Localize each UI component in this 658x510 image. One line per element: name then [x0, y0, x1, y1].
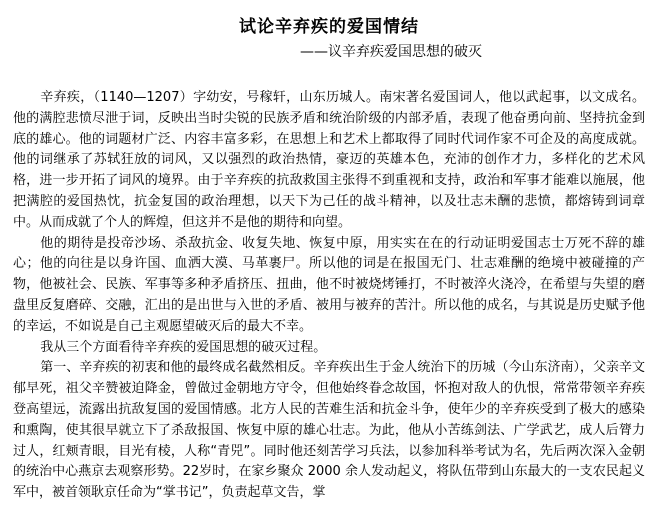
page-title: 试论辛弃疾的爱国情结 — [239, 17, 419, 37]
paragraph-3: 我从三个方面看待辛弃疾的爱国思想的破灭过程。 — [40, 339, 327, 355]
paragraph-2: 他的期待是投帝沙场、杀敌抗金、收复失地、恢复中原，用实实在在的行动证明爱国志士万死不辞的雄心；他的向往是以身许国、血洒大漠、马革裹尸。所以他的词是在报国无门、壮志难酬的绝境中被碰撞的产物，他被社会、民族、军事等多种矛盾挤压、扭曲，他不时被烧烤锤打，不时被淬火浇冷，在希望与失望的磨盘里反复磨碎、交融，汇出的是出世与入世的矛盾、被用与被弃的苦汁。所以他的成名，与其说是历史赋予他的幸运，不如说是自己主观愿望破灭后的最大不幸。 — [13, 235, 645, 334]
page-subtitle: ——议辛弃疾爱国思想的破灭 — [300, 44, 482, 60]
paragraph-1: 辛弃疾，（1140—1207）字幼安，号稼轩，山东历城人。南宋著名爱国词人，他以武起事，以文成名。他的满腔悲愤尽泄于词，反映出当时尖锐的民族矛盾和统治阶级的内部矛盾，表现了他奋勇向前、坚持抗金到底的雄心。他的词题材广泛、内容丰富多彩，在思想上和艺术上都取得了同时代词作家不可企及的高度成就。他的词继承了苏轼狂放的词风，又以强烈的政治热情，豪迈的英雄本色，充沛的创作才力，多样化的艺术风格，进一步开拓了词风的境界。由于辛弃疾的抗敌救国主张得不到重视和支持，政治和军事才能难以施展，他把满腔的爱国热忱，抗金复国的政治理想，以天下为己任的战斗精神，以及壮志未酬的悲愤，都熔铸到词章中。从而成就了个人的辉煌，但这并不是他的期待和向望。 — [13, 90, 645, 230]
paragraph-4: 第一、辛弃疾的初衷和他的最终成名截然相反。辛弃疾出生于金人统治下的历城（今山东济南），父亲辛文郁早死，祖父辛赞被迫降金，曾做过金朝地方守令，但他始终眷念故国，怀抱对敌人的仇恨，常常带领辛弃疾登高望远，流露出抗敌复国的爱国情感。北方人民的苦难生活和抗金斗争，使年少的辛弃疾受到了极大的感染和熏陶，使其很早就立下了杀敌报国、恢复中原的雄心壮志。为此，他从小苦练剑法、广学武艺，成人后膂力过人，红颊青眼，目光有棱，人称“青兕”。同时他还刻苦学习兵法，以参加科举考试为名，先后两次深入金朝的统治中心燕京去观察形势。22岁时，在家乡聚众 2000 余人发动起义，将队伍带到山东最大的一支农民起义军中，被首领耿京任命为“掌书记”，负责起草文告，掌 — [13, 360, 645, 501]
article-body — [13, 88, 645, 504]
